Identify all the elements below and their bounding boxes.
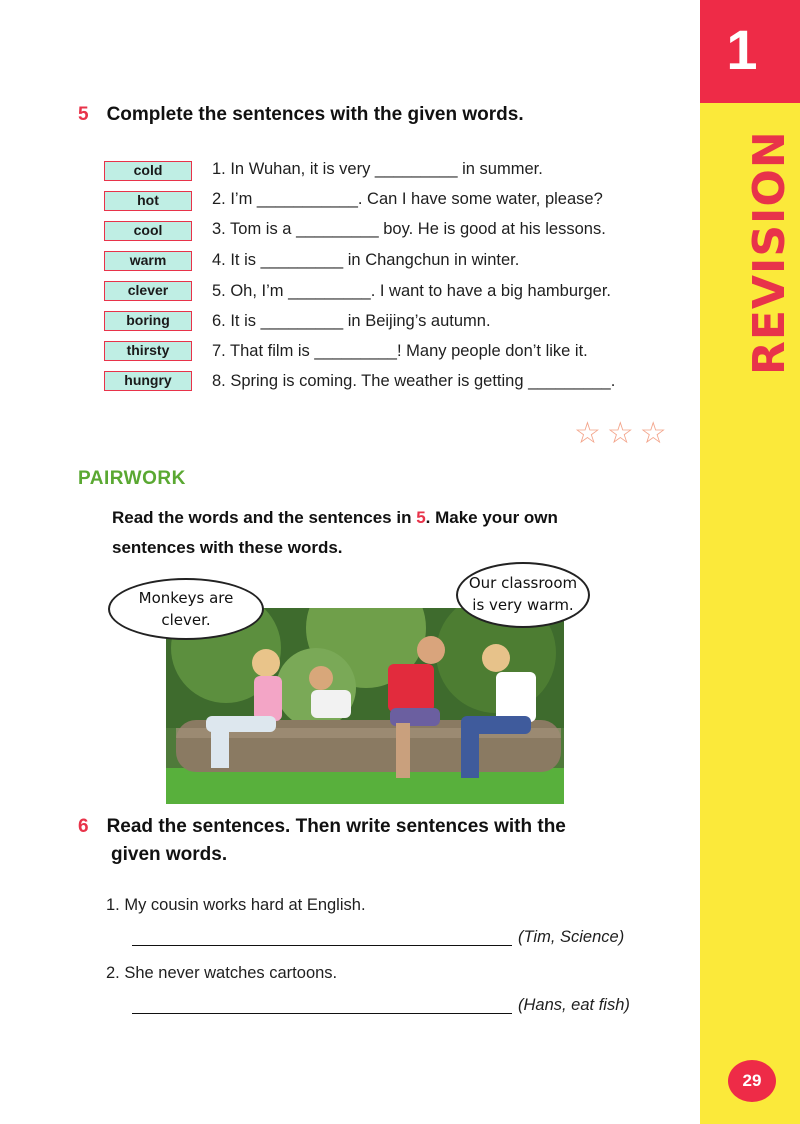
sentence-item: 5. Oh, I’m _________. I want to have a big hamburger.: [212, 282, 612, 300]
word-box: boring: [104, 311, 192, 331]
word-box: cool: [104, 221, 192, 241]
pairwork-instruction-line1: [112, 508, 558, 528]
exercise-instruction-continued: given words.: [111, 844, 228, 865]
unit-number: 1: [726, 18, 758, 81]
exercise-reference: 5: [416, 508, 426, 527]
word-box: cold: [104, 161, 192, 181]
word-box: hungry: [104, 371, 192, 391]
hint-text: (Hans, eat fish): [518, 996, 630, 1014]
prompt-sentence: 1. My cousin works hard at English.: [106, 896, 366, 914]
speech-bubble-right: [456, 562, 590, 628]
speech-bubble-left: [108, 578, 264, 640]
exercise-6-heading: [78, 816, 566, 838]
sentence-item: 2. I’m ___________. Can I have some water, please?: [212, 190, 603, 208]
word-hint: [518, 928, 624, 947]
sidebar-title: [740, 130, 800, 375]
prompt-sentence: 2. She never watches cartoons.: [106, 964, 338, 982]
exercise-number: 6: [78, 816, 89, 837]
word-box: hot: [104, 191, 192, 211]
sentence-item: 3. Tom is a _________ boy. He is good at his lessons.: [212, 220, 606, 238]
sentence-item: 4. It is _________ in Changchun in winter.: [212, 251, 520, 269]
sentence-item: 6. It is _________ in Beijing’s autumn.: [212, 312, 491, 330]
exercise-instruction: Complete the sentences with the given words.: [106, 104, 524, 125]
bubble-text: Our classroom: [468, 574, 578, 592]
rating-stars-icon: ☆☆☆: [574, 417, 673, 450]
bubble-text: clever.: [161, 611, 211, 629]
exercise-5-heading: [78, 104, 524, 126]
hint-text: (Tim, Science): [518, 928, 625, 946]
answer-line[interactable]: [132, 945, 512, 946]
instruction-text: Read the words and the sentences in: [112, 508, 417, 527]
pairwork-heading: PAIRWORK: [78, 468, 186, 489]
children-photo: [166, 608, 564, 804]
instruction-text: . Make your own: [425, 508, 558, 527]
photo-illustration: [166, 608, 564, 804]
exercise-instruction: Read the sentences. Then write sentences with the: [106, 816, 566, 837]
bubble-text: Monkeys are: [138, 589, 234, 607]
word-box: thirsty: [104, 341, 192, 361]
page-number: 29: [728, 1060, 776, 1102]
sentence-item: 1. In Wuhan, it is very _________ in summer.: [212, 160, 543, 178]
word-box: clever: [104, 281, 192, 301]
sentence-item: 7. That film is _________! Many people don’t like it.: [212, 342, 588, 360]
word-box: warm: [104, 251, 192, 271]
pairwork-instruction-line2: sentences with these words.: [112, 538, 343, 557]
bubble-text: is very warm.: [472, 596, 574, 614]
sentence-item: 8. Spring is coming. The weather is getting _________.: [212, 372, 616, 390]
exercise-number: 5: [78, 104, 89, 125]
word-hint: [518, 996, 630, 1015]
answer-line[interactable]: [132, 1013, 512, 1014]
revision-label: REVISION: [744, 130, 795, 375]
